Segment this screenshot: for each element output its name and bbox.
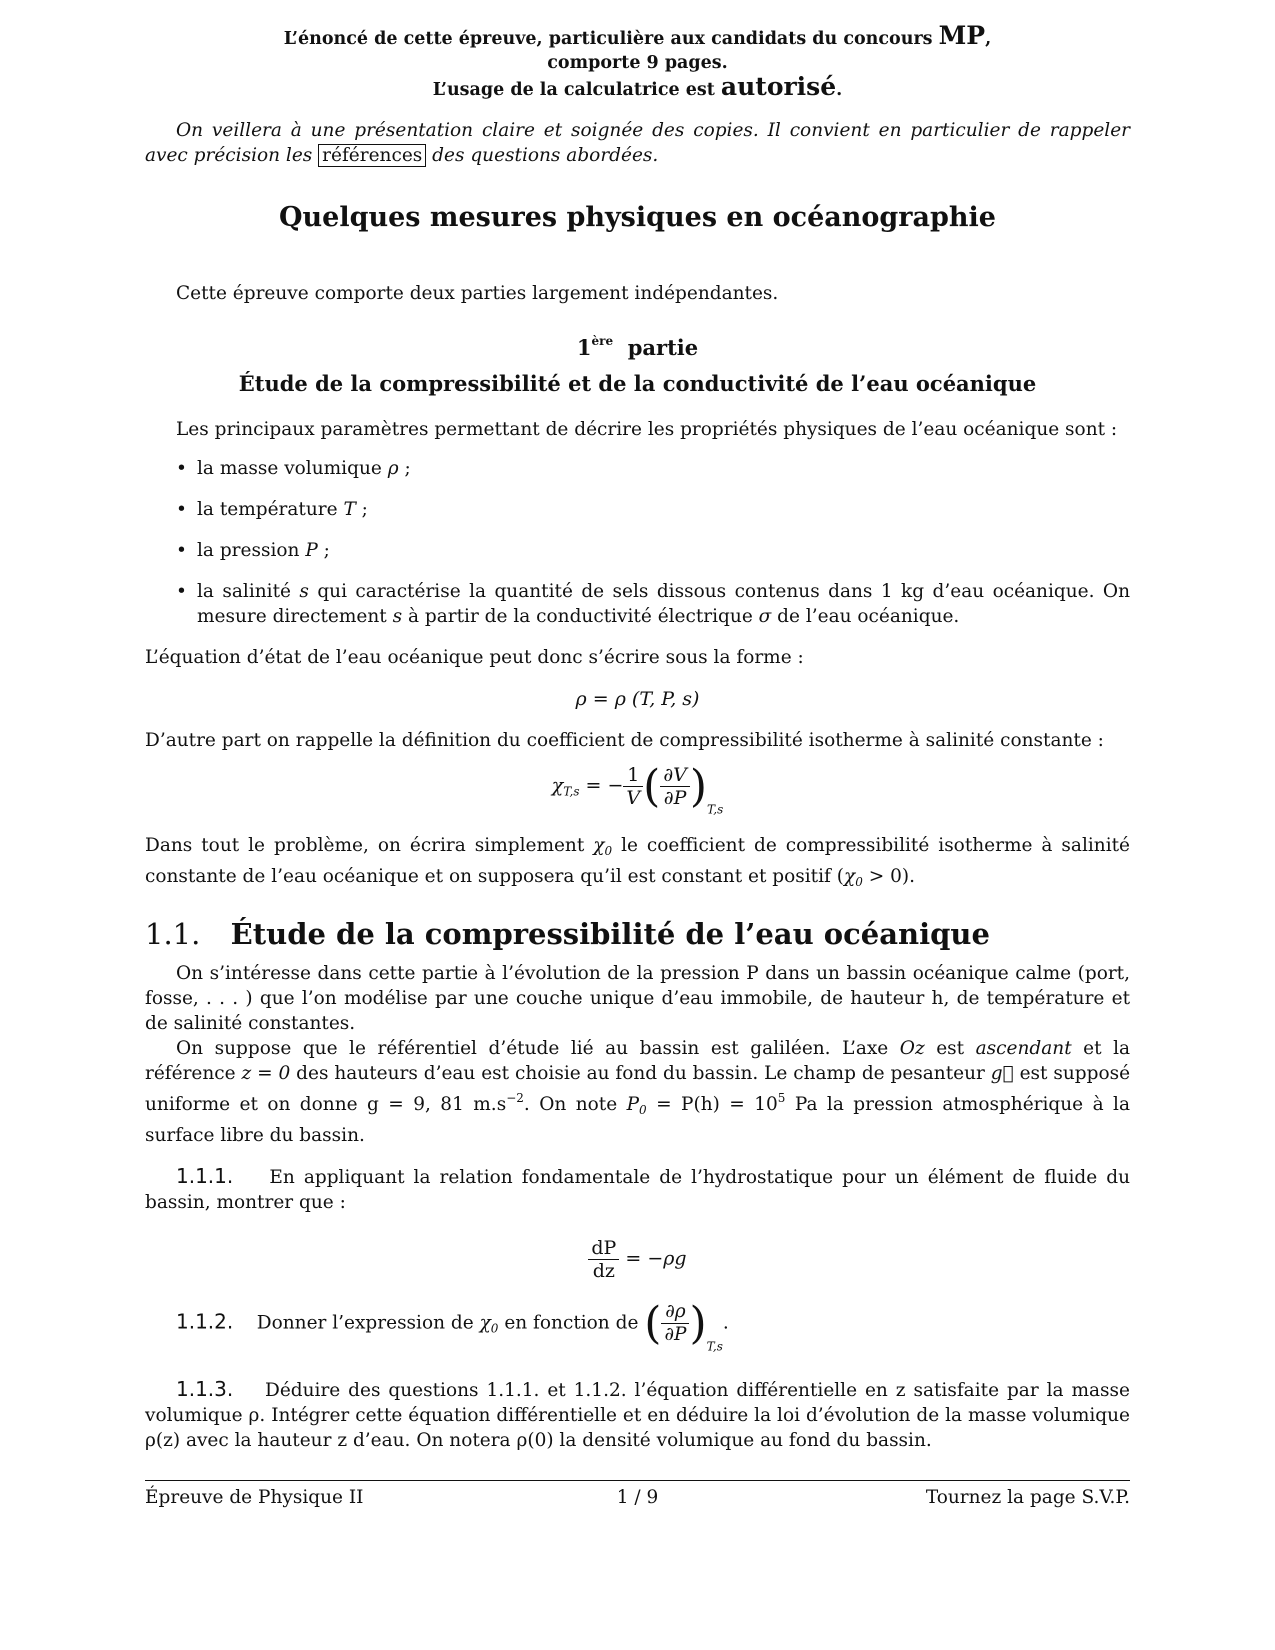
question-1-1-1 — [145, 1164, 1130, 1215]
list-item: • la salinité s qui caractérise la quantité de sels dissous contenus dans 1 kg d’eau océanique. On mesure directement s à partir de la conductivité électrique σ de l’eau océanique. — [176, 581, 1130, 627]
footer-left: Épreuve de Physique II — [145, 1487, 364, 1508]
p2-text: On suppose que le référentiel d’étude lié au bassin est galiléen. L’axe — [176, 1038, 900, 1059]
item-text: la salinité — [197, 581, 300, 602]
footer-rule — [145, 1480, 1130, 1481]
equation-state: ρ = ρ (T, P, s) — [575, 688, 700, 710]
params-intro: Les principaux paramètres permettant de décrire les propriétés physiques de l’eau océanique sont : — [176, 419, 1118, 440]
item-text-4: de l’eau océanique. — [771, 606, 960, 627]
item-symbol-2: s — [392, 606, 403, 627]
p2-oz: Oz — [899, 1038, 925, 1059]
p2-text-g: = P(h) = 10 — [646, 1094, 778, 1115]
p2-p0sub: 0 — [639, 1103, 647, 1117]
p2-exp: 5 — [777, 1091, 786, 1105]
header-line3: L’usage de la calculatrice est — [432, 80, 721, 100]
question-number: 1.1.1. — [176, 1164, 234, 1188]
chi0-paragraph — [145, 833, 1130, 895]
section-number: 1.1. — [145, 917, 201, 951]
part-title: Étude de la compressibilité et de la conductivité de l’eau océanique — [238, 371, 1037, 396]
header-line2: comporte 9 pages. — [547, 53, 728, 73]
item-symbol-3: σ — [758, 606, 772, 627]
item-symbol: ρ — [387, 458, 399, 479]
chi0-sub-2: 0 — [855, 875, 863, 889]
chi0-symbol: χ — [479, 1312, 491, 1334]
item-text: la masse volumique — [197, 458, 388, 479]
chi-symbol: χ — [551, 774, 564, 797]
fraction-dv-dp — [660, 764, 690, 809]
list-item: • la température T ; — [176, 499, 368, 520]
part-number: 1 — [576, 335, 592, 360]
item-end: ; — [398, 458, 411, 479]
question-number: 1.1.3. — [176, 1377, 234, 1401]
item-text: la température — [197, 499, 344, 520]
p2-text-e: est supposé uniforme et on donne — [145, 1063, 1131, 1115]
header-mp: MP — [938, 21, 986, 50]
intro-text-end: des questions abordées. — [426, 145, 659, 166]
lead-paragraph: Cette épreuve comporte deux parties largement indépendantes. — [176, 283, 779, 304]
frac-num: ∂V — [660, 764, 690, 787]
frac-den: V — [626, 787, 641, 809]
item-text-2: qui caractérise la quantité de sels dissous contenus dans 1 kg d’eau océanique. On mesure directement — [197, 581, 1130, 627]
frac-den: ∂P — [663, 787, 687, 809]
page-title: Quelques mesures physiques en océanographie — [279, 202, 996, 233]
chi0-sub: 0 — [490, 1321, 499, 1336]
chi-intro: D’autre part on rappelle la définition du coefficient de compressibilité isotherme à salinité constante : — [145, 730, 1104, 751]
exam-header — [145, 21, 1130, 102]
chi0-text: Dans tout le problème, on écrira simplement — [145, 835, 594, 856]
deriv-subscript: T,s — [707, 802, 724, 817]
chi0-sub: 0 — [604, 844, 613, 858]
item-symbol: P — [305, 540, 318, 561]
item-end: ; — [317, 540, 330, 561]
list-item: • la masse volumique ρ ; — [176, 458, 411, 479]
p2-gexp: −2 — [506, 1091, 524, 1105]
item-symbol: s — [299, 581, 309, 602]
item-end: ; — [355, 499, 368, 520]
paragraph-1: On s’intéresse dans cette partie à l’évolution de la pression P dans un bassin océanique calme (port, fosse, . . . ) que l’on modélise par une couche unique d’eau immobile, de hauteur h, de température et de salinité constantes. — [145, 963, 1130, 1034]
p2-text-h: Pa la pression atmosphérique à la surface libre du bassin. — [145, 1094, 1130, 1146]
intro-instructions — [145, 118, 1130, 168]
frac-den: ∂P — [664, 1324, 687, 1345]
p2-ascendant: ascendant — [975, 1038, 1072, 1059]
p2-text-d: des hauteurs d’eau est choisie au fond du bassin. Le champ de pesanteur — [290, 1063, 991, 1084]
question-1-1-3 — [145, 1377, 1130, 1453]
chi0-text-3: > 0). — [862, 866, 915, 887]
page-footer — [145, 1487, 1130, 1508]
paragraph-2 — [145, 1036, 1130, 1148]
part-word: partie — [627, 335, 699, 360]
fraction-dp-dz — [588, 1237, 619, 1282]
question-text: En appliquant la relation fondamentale de l’hydrostatique pour un élément de fluide du bassin, montrer que : — [145, 1167, 1130, 1213]
item-text-3: à partir de la conductivité électrique — [402, 606, 759, 627]
p2-p0: P — [626, 1094, 640, 1115]
chi0-symbol-2: χ — [843, 866, 856, 887]
p2-z0: z = 0 — [241, 1063, 291, 1084]
fraction-one-over-v — [623, 764, 643, 809]
part-sup: ère — [591, 334, 614, 348]
eq-rhs: = −ρg — [619, 1247, 687, 1270]
header-comma: , — [985, 29, 992, 49]
chi-subscript: T,s — [563, 784, 580, 799]
intro-text: On veillera à une présentation claire et soignée des copies. Il convient en particulier de rappeler avec précision les — [145, 120, 1130, 166]
frac-num: 1 — [623, 764, 643, 787]
fraction-drho-dp — [661, 1301, 689, 1346]
references-box: références — [318, 144, 426, 167]
question-text: Donner l’expression de — [256, 1312, 480, 1334]
frac-num: ∂ρ — [661, 1301, 689, 1324]
item-symbol: T — [343, 499, 356, 520]
equation-hydrostatic — [145, 1237, 1130, 1297]
chi0-symbol: χ — [593, 835, 605, 856]
params-list — [145, 456, 1130, 629]
page-number: 1 / 9 — [616, 1487, 659, 1508]
item-text: la pression — [197, 540, 306, 561]
question-end: . — [722, 1312, 729, 1334]
section-title: Étude de la compressibilité de l’eau océanique — [230, 917, 990, 951]
eos-intro: L’équation d’état de l’eau océanique peut donc s’écrire sous la forme : — [145, 647, 804, 668]
p2-text-f: . On note — [523, 1094, 627, 1115]
section-heading — [145, 917, 1130, 951]
header-line1: L’énoncé de cette épreuve, particulière aux candidats du concours — [283, 29, 939, 49]
p2-g-vector: g⃗ — [990, 1063, 1014, 1084]
chi0-text-2: le coefficient de compressibilité isotherme à salinité constante de l’eau océanique et on supposera qu’il est constant et positif ( — [145, 835, 1130, 887]
exam-page — [145, 21, 1131, 1453]
equation-chi: $\chi_{T,s}$ = − $\frac{1}{V}$ ( $\frac{\partial V}{\partial P}$ )$_{T,s}$ — [551, 761, 724, 817]
part-heading — [145, 326, 1130, 363]
p2-gval: g = 9, 81 m.s — [367, 1094, 507, 1115]
chi-equals: = − — [579, 774, 624, 797]
question-1-1-2: 1.1.2. Donner l’expression de $\chi_0$ en fonction de ( $\frac{\partial\rho}{\partial P}$ )$_{T,s}$. — [176, 1298, 729, 1354]
question-text-2: en fonction de — [498, 1312, 645, 1334]
p2-text-c: et la référence — [145, 1038, 1131, 1084]
header-autorise: autorisé — [720, 72, 837, 101]
header-period: . — [836, 80, 843, 100]
p2-text-b: est — [924, 1038, 976, 1059]
list-item: • la pression P ; — [176, 540, 330, 561]
frac-den: dz — [592, 1260, 615, 1282]
frac-num: dP — [588, 1237, 619, 1260]
question-text: Déduire des questions 1.1.1. et 1.1.2. l’équation différentielle en z satisfaite par la masse volumique ρ. Intégrer cette équation différentielle et en déduire la loi d’évolution de la masse volumique ρ(z) avec la hauteur z d’eau. On notera ρ(0) la densité volumique au fond du bassin. — [145, 1380, 1130, 1451]
deriv-subscript: T,s — [706, 1339, 723, 1354]
footer-right: Tournez la page S.V.P. — [925, 1487, 1130, 1508]
question-number: 1.1.2. — [176, 1309, 234, 1334]
